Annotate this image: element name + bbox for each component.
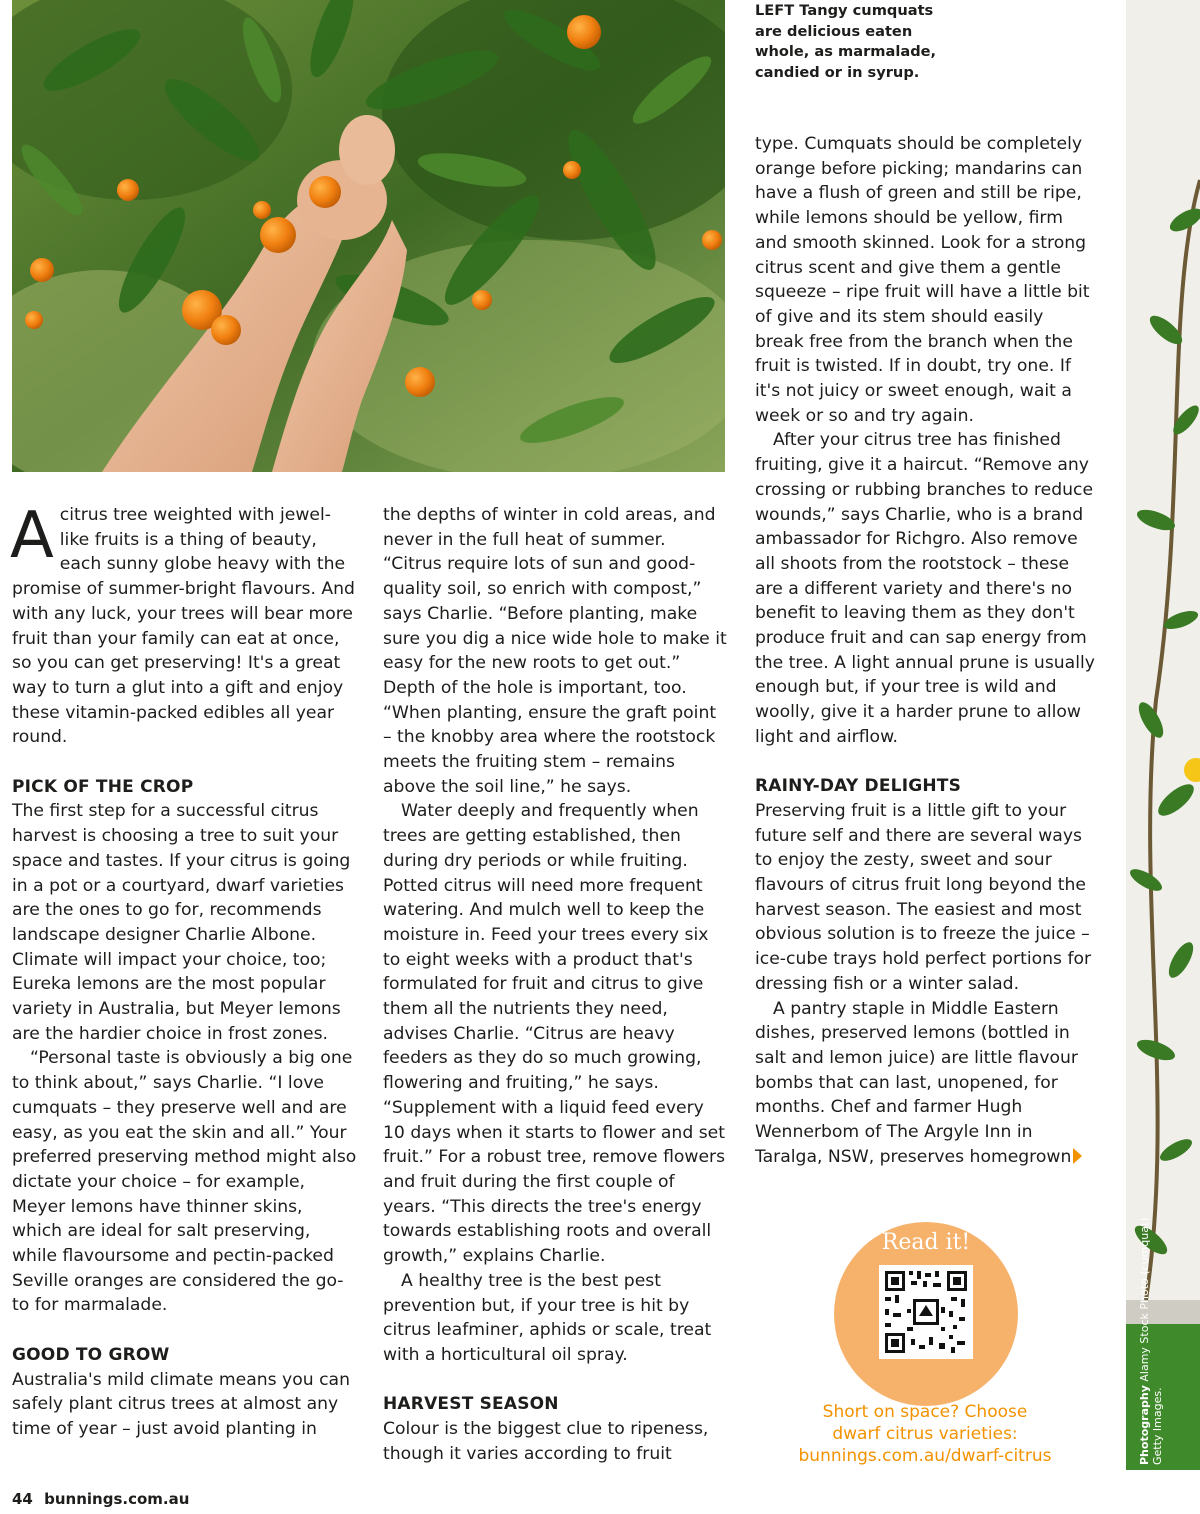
heading-rainy-day-delights: RAINY-DAY DELIGHTS bbox=[755, 776, 962, 797]
heading-harvest-season: HARVEST SEASON bbox=[383, 1394, 559, 1415]
continue-arrow-icon bbox=[1073, 1148, 1082, 1164]
article-column-3 bbox=[755, 132, 1095, 1170]
article-column-2 bbox=[383, 503, 728, 1466]
dwarf-citrus-promo bbox=[770, 1401, 1080, 1467]
body-paragraph: A healthy tree is the best pest prevention but, if your tree is hit by citrus leafminer, aphids or scale, treat with a horticultural oil spray. bbox=[383, 1270, 712, 1365]
body-paragraph: Water deeply and frequently when trees are getting established, then during dry periods or while fruiting. Potted citrus will need more frequent watering. And mulch well to keep the moisture in. Feed your trees every six to eight weeks with a product that's formulated for fruit and citrus to give them all the nutrients they need, advises Charlie. “Citrus are heavy feeders as they do so much growing, flowering and fruiting,” he says. “Supplement with a liquid feed every 10 days when it starts to flower and set fruit.” For a robust tree, remove flowers and fruit during the first couple of years. “This directs the tree's energy towards establishing roots and overall growth,” explains Charlie. bbox=[383, 801, 726, 1267]
body-paragraph: Preserving fruit is a little gift to your future self and there are several ways to enjoy the zesty, sweet and sour flavours of citrus fruit long beyond the harvest season. The easiest and most obvious solution is to freeze the juice – ice-cube trays hold perfect portions for dressing fish or a winter salad. bbox=[755, 800, 1092, 994]
body-paragraph: the depths of winter in cold areas, and never in the full heat of summer. “Citrus require lots of sun and good-quality soil, so enrich with compost,” says Charlie. “Before planting, make sure you dig a nice wide hole to make it easy for the new roots to get out.” Depth of the hole is important, too. “When planting, ensure the graft point – the knobby area where the rootstock meets the fruiting stem – remains above the soil line,” he says. bbox=[383, 505, 727, 797]
photo-caption bbox=[755, 1, 955, 83]
caption-tag: LEFT bbox=[755, 2, 795, 19]
heading-good-to-grow: GOOD TO GROW bbox=[12, 1344, 170, 1365]
read-it-title: Read it! bbox=[881, 1230, 971, 1255]
article-column-1 bbox=[10, 499, 358, 1442]
page-footer bbox=[12, 1490, 189, 1508]
footer-site[interactable]: bunnings.com.au bbox=[44, 1490, 190, 1508]
body-paragraph: type. Cumquats should be completely orange before picking; mandarins can have a flush of green and still be ripe, while lemons should be yellow, firm and smooth skinned. Look for a strong citrus scent and give them a gentle squeeze – ripe fruit will have a little bit of give and its stem should easily break free from the branch when the fruit is twisted. If in doubt, try one. If it's not juicy or sweet enough, wait a week or so and try again. bbox=[755, 134, 1090, 426]
body-paragraph: “Personal taste is obviously a big one to think about,” says Charlie. “I love cumquats – they preserve well and are easy, as you eat the skin and all.” Your preferred preserving method might also dictate your choice – for example, Meyer lemons have thinner skins, which are ideal for salt preserving, while flavoursome and pectin-packed Seville oranges are considered the go-to for marmalade. bbox=[12, 1048, 357, 1316]
photo-credit bbox=[1138, 1205, 1164, 1465]
body-paragraph: Australia's mild climate means you can safely plant citrus trees at almost any time of year – just avoid planting in bbox=[12, 1369, 350, 1439]
body-paragraph: After your citrus tree has finished fruiting, give it a haircut. “Remove any crossing or rubbing branches to reduce wounds,” says Charlie, who is a brand ambassador for Richgro. Also remove all shoots from the rootstock – these are a different variety and there's no benefit to leaving them as they don't produce fruit and can sap energy from the tree. A light annual prune is usually enough but, if your tree is wild and woolly, give it a harder prune to allow light and airflow. bbox=[755, 430, 1095, 747]
qr-code-icon[interactable] bbox=[879, 1265, 973, 1359]
caption-text: Tangy cumquats are delicious eaten whole, as marmalade, candied or in syrup. bbox=[755, 2, 937, 81]
body-paragraph: Colour is the biggest clue to ripeness, though it varies according to fruit bbox=[383, 1419, 709, 1464]
credit-label: Photography bbox=[1138, 1385, 1151, 1465]
drop-cap: A bbox=[10, 499, 54, 573]
promo-line-2: dwarf citrus varieties: bbox=[832, 1424, 1018, 1444]
promo-link[interactable]: bunnings.com.au/dwarf-citrus bbox=[798, 1446, 1052, 1466]
promo-line-1: Short on space? Choose bbox=[822, 1402, 1028, 1422]
intro-paragraph: Acitrus tree weighted with jewel-like fruits is a thing of beauty, each sunny globe heavy with the promise of summer-bright flavours. And with any luck, your trees will bear more fruit than your family can eat at once, so you can get preserving! It's a great way to turn a glut into a gift and enjoy these vitamin-packed edibles all year round. bbox=[10, 499, 355, 748]
page-number: 44 bbox=[12, 1490, 33, 1508]
body-paragraph: The first step for a successful citrus harvest is choosing a tree to suit your space and tastes. If your citrus is going in a pot or a courtyard, dwarf varieties are the ones to go for, recommends landscape designer Charlie Albone. Climate will impact your choice, too; Eureka lemons are the most popular variety in Australia, but Meyer lemons are the hardier choice in frost zones. bbox=[12, 801, 351, 1044]
read-it-badge[interactable] bbox=[834, 1222, 1018, 1406]
cumquat-tree-photo bbox=[12, 0, 725, 472]
heading-pick-of-the-crop: PICK OF THE CROP bbox=[12, 776, 194, 797]
credit-text: Alamy Stock Photo (cumquat) Getty Images. bbox=[1138, 1217, 1164, 1465]
body-paragraph: A pantry staple in Middle Eastern dishes, preserved lemons (bottled in salt and lemon juice) are little flavour bombs that can last, unopened, for months. Chef and farmer Hugh Wennerbom of The Argyle Inn in Taralga, NSW, preserves homegrown bbox=[755, 997, 1095, 1170]
